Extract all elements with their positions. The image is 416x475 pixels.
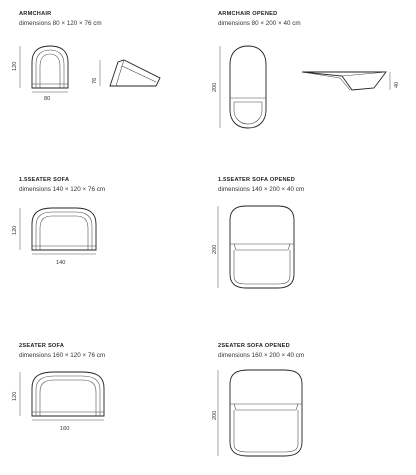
armchair-opened-top-view-drawing <box>226 44 270 130</box>
armchair-front-height-label: 120 <box>12 61 18 71</box>
sofa-2-front-height-label: 120 <box>12 391 18 401</box>
sofa-15-front-width-label: 140 <box>56 260 66 266</box>
sofa-15-opened-title: 1.5SEATER SOFA OPENED <box>218 177 296 183</box>
sofa-2-opened-title: 2SEATER SOFA OPENED <box>218 343 290 349</box>
sofa-2-title: 2SEATER SOFA <box>19 343 65 349</box>
armchair-front-width-label: 80 <box>44 96 51 102</box>
armchair-title: ARMCHAIR <box>19 11 52 17</box>
sofa-2-opened-top-view-drawing <box>226 368 306 458</box>
sofa-15-front-view-drawing <box>28 206 100 256</box>
sofa-2-opened-top-height-label: 200 <box>212 410 218 420</box>
sofa-2-dimensions: dimensions 160 × 120 × 76 cm <box>19 352 106 359</box>
sofa-15-opened-top-view-drawing <box>226 204 298 290</box>
sofa-2-opened-dimensions: dimensions 160 × 200 × 40 cm <box>218 352 305 359</box>
sofa-15-title: 1.5SEATER SOFA <box>19 177 70 183</box>
armchair-dimensions: dimensions 80 × 120 × 76 cm <box>19 20 102 27</box>
sofa-15-opened-dimensions: dimensions 140 × 200 × 40 cm <box>218 186 305 193</box>
armchair-opened-side-view-drawing <box>300 68 392 94</box>
armchair-opened-title: ARMCHAIR OPENED <box>218 11 278 17</box>
sofa-15-dimensions: dimensions 140 × 120 × 76 cm <box>19 186 106 193</box>
armchair-side-view-drawing <box>106 56 166 92</box>
armchair-front-view-drawing <box>28 44 72 94</box>
sofa-15-opened-top-height-label: 200 <box>212 244 218 254</box>
sofa-2-front-width-label: 160 <box>60 426 70 432</box>
armchair-opened-dimensions: dimensions 80 × 200 × 40 cm <box>218 20 301 27</box>
armchair-opened-side-height-label: 40 <box>394 81 400 88</box>
sofa-2-front-view-drawing <box>28 370 108 422</box>
armchair-opened-top-height-label: 200 <box>212 82 218 92</box>
armchair-side-height-label: 76 <box>92 77 98 84</box>
sofa-15-front-height-label: 120 <box>12 225 18 235</box>
